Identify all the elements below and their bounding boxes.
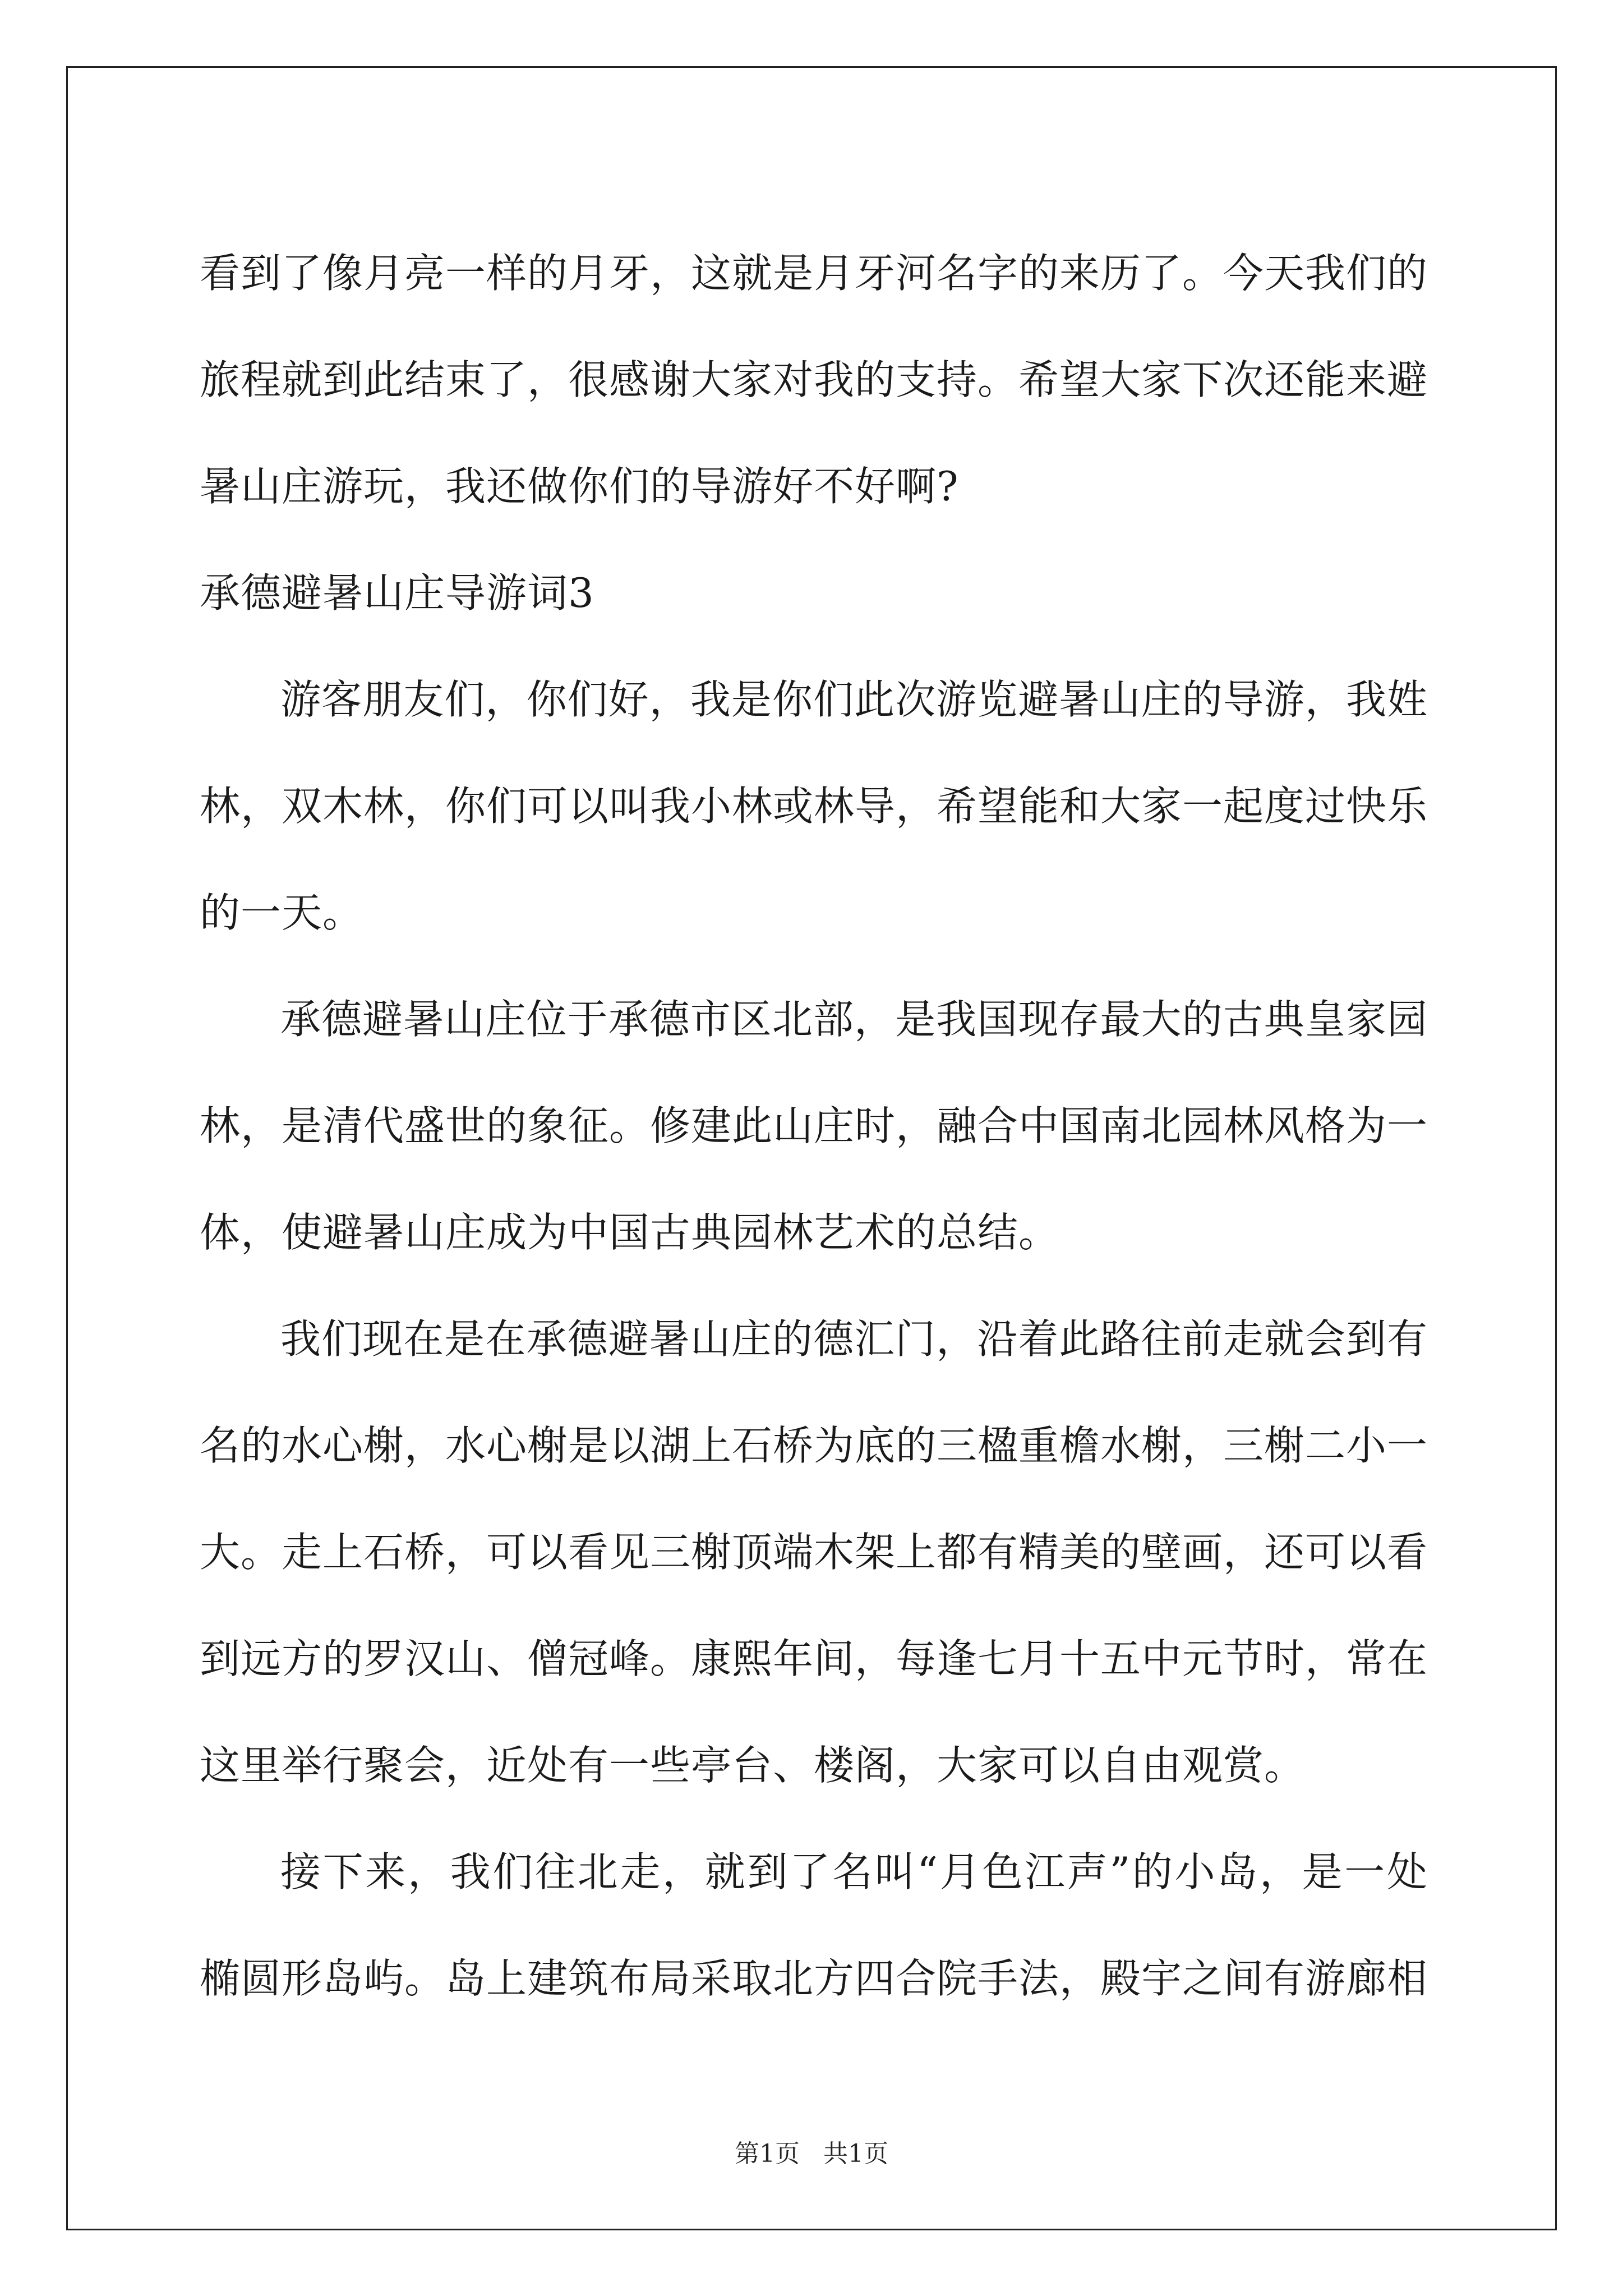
- paragraph-shuixinxie: 我们现在是在承德避暑山庄的德汇门，沿着此路往前走就会到有名的水心榭，水心榭是以湖上石桥为底的三楹重檐水榭，三榭二小一大。走上石桥，可以看见三榭顶端木架上都有精美的壁画，还可以看到远方的罗汉山、僧冠峰。康熙年间，每逢七月十五中元节时，常在这里举行聚会，近处有一些亭台、楼阁，大家可以自由观赏。: [200, 1315, 1428, 1789]
- paragraph-greeting: 游客朋友们，你们好，我是你们此次游览避暑山庄的导游，我姓林，双木林，你们可以叫我小林或林导，希望能和大家一起度过快乐的一天。: [200, 676, 1428, 936]
- paragraph-yuesejiangsheng: 接下来，我们往北走，就到了名叫“月色江声”的小岛，是一处椭圆形岛屿。岛上建筑布局采取北方四合院手法，殿宇之间有游廊相: [200, 1848, 1428, 2002]
- paragraph-introduction: 承德避暑山庄位于承德市区北部，是我国现存最大的古典皇家园林，是清代盛世的象征。修建此山庄时，融合中国南北园林风格为一体，使避暑山庄成为中国古典园林艺术的总结。: [200, 996, 1428, 1256]
- page-footer: [0, 2137, 1623, 2171]
- section-heading: 承德避暑山庄导游词3: [200, 569, 594, 616]
- footer-spacer: [800, 2139, 823, 2168]
- paragraph-continuation: 看到了像月亮一样的月牙，这就是月牙河名字的来历了。今天我们的旅程就到此结束了，很感谢大家对我的支持。希望大家下次还能来避暑山庄游玩，我还做你们的导游好不好啊?: [200, 250, 1428, 510]
- page-number: 第1页: [735, 2139, 800, 2168]
- page-total: 共1页: [823, 2139, 888, 2168]
- document-body: [200, 220, 1428, 2032]
